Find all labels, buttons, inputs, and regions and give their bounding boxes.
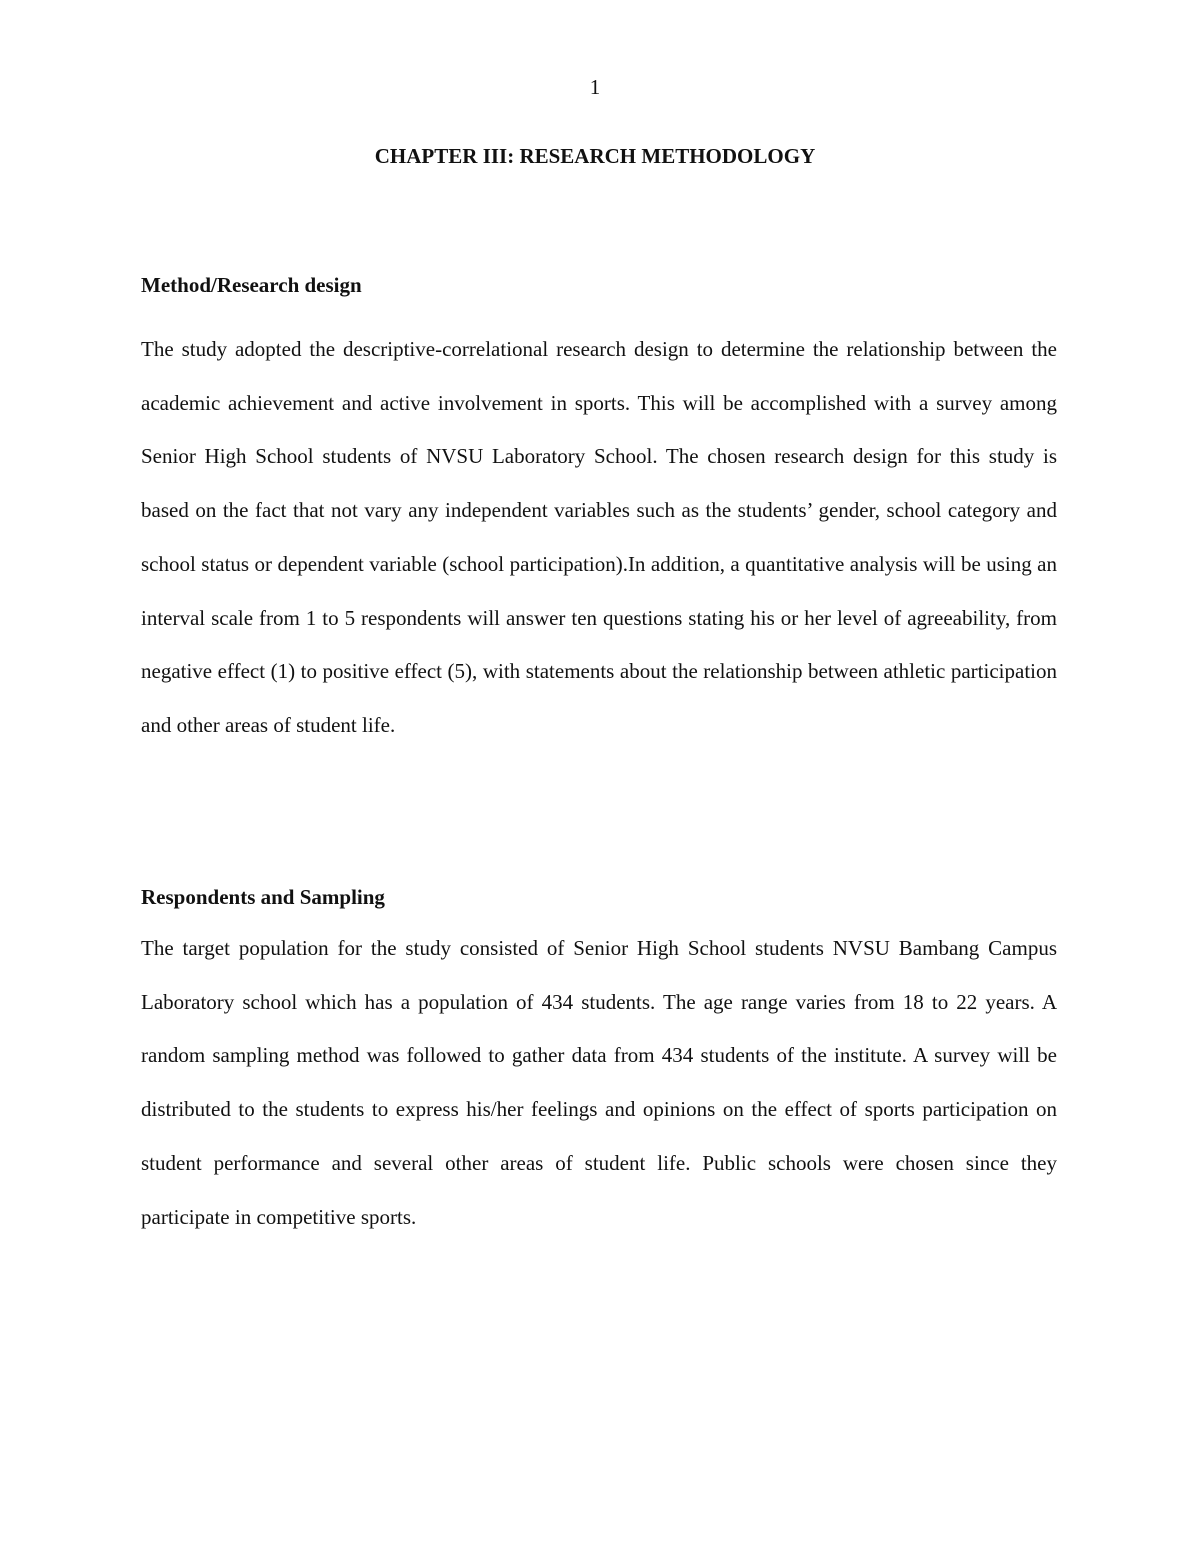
section-heading-method-research-design: Method/Research design	[141, 273, 362, 297]
paragraph-method-research-design: The study adopted the descriptive-correlational research design to determine the relationship between the academic achievement and active involvement in sports. This will be accomplished with a survey among Senior High School students of NVSU Laboratory School. The chosen research design for this study is based on the fact that not vary any independent variables such as the students’ gender, school category and school status or dependent variable (school participation).In addition, a quantitative analysis will be using an interval scale from 1 to 5 respondents will answer ten questions stating his or her level of agreeability, from negative effect (1) to positive effect (5), with statements about the relationship between athletic participation and other areas of student life.	[141, 337, 1057, 737]
page-number: 1	[589, 75, 601, 99]
section-heading-respondents-and-sampling: Respondents and Sampling	[141, 885, 385, 909]
chapter-title: CHAPTER III: RESEARCH METHODOLOGY	[374, 144, 816, 168]
paragraph-respondents-and-sampling: The target population for the study consisted of Senior High School students NVSU Bambang Campus Laboratory school which has a population of 434 students. The age range varies from 18 to 22 years. A random sampling method was followed to gather data from 434 students of the institute. A survey will be distributed to the students to express his/her feelings and opinions on the effect of sports participation on student performance and several other areas of student life. Public schools were chosen since they participate in competitive sports.	[141, 936, 1057, 1229]
